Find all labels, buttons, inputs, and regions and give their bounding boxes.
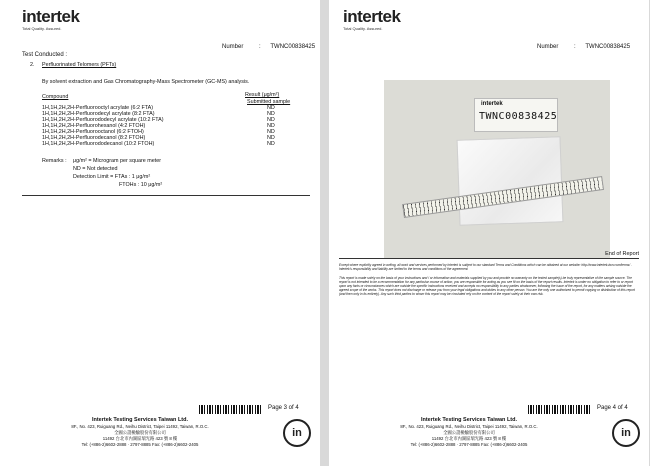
row-compound: 1H,1H,2H,2H-Perfluorododecanol (10:2 FTOH) <box>42 141 155 147</box>
terms-notice: Except where explicitly agreed in writing, all work and services performed by Intertek is subject to our standard Terms and Conditions which can be obtained at our website: http://www.intertek-twn.com/terms/ . Intertek's responsibility and liability are limited to the terms and conditions of the agreement. <box>339 263 632 271</box>
row-result: ND <box>267 111 275 117</box>
logo-wordmark: intertek <box>343 7 401 26</box>
report-page-4 <box>329 0 649 466</box>
number-colon: : <box>574 44 576 50</box>
number-colon: : <box>259 44 261 50</box>
row-result: ND <box>267 141 275 147</box>
in-badge-icon: in <box>283 419 311 447</box>
number-label: Number <box>537 44 559 50</box>
section-number: 2. <box>30 62 35 68</box>
footer-company: Intertek Testing Services Taiwan Ltd. <box>420 417 518 423</box>
section-title: Perfluorinated Telomers (PFTs) <box>42 62 117 68</box>
sample-fabric <box>457 136 564 226</box>
remarks-label: Remarks : <box>42 158 67 164</box>
barcode <box>528 405 590 414</box>
row-result: ND <box>267 129 275 135</box>
page-number: Page 4 of 4 <box>597 405 628 411</box>
number-value: TWNC00838425 <box>585 44 631 50</box>
col-compound-header: Compound <box>42 94 69 100</box>
row-compound: 1H,1H,2H,2H-Perfluorodecyl acrylate (8:2 FTA) <box>42 111 155 117</box>
remark-detection-fta: Detection Limit = FTAs : 1 μg/m² <box>73 174 151 180</box>
row-compound: 1H,1H,2H,2H-Perfluorododecyl acrylate (10:2 FTA) <box>42 117 164 123</box>
footer-address: 8F., No. 423, Ruiguang Rd., Neihu District, Taipei 11492, Taiwan, R.O.C. <box>400 424 538 429</box>
footer-company: Intertek Testing Services Taiwan Ltd. <box>91 417 189 423</box>
footer-company-zh: 全國公證檢驗股份有限公司 <box>114 430 166 435</box>
row-compound: 1H,1H,2H,2H-Perfluorooctyl acrylate (6:2 FTA) <box>42 105 154 111</box>
logo-tagline: Total Quality. Assured. <box>343 26 383 31</box>
barcode <box>199 405 261 414</box>
report-page-3 <box>0 0 320 466</box>
col-result-subheader: Submitted sample <box>247 99 291 105</box>
row-result: ND <box>267 105 275 111</box>
section-divider <box>22 195 310 196</box>
report-number <box>537 44 630 50</box>
remark-detection-ftoh: FTOHs : 10 μg/m² <box>119 182 163 188</box>
logo-tagline: Total Quality. Assured. <box>22 26 62 31</box>
report-number <box>222 44 315 50</box>
row-result: ND <box>267 135 275 141</box>
row-result: ND <box>267 123 275 129</box>
sample-photo <box>384 80 610 258</box>
footer-phone: Tel: (+886-2)6602-2888 · 2797-8885 Fax: (+886-2)6602-2405 <box>410 442 528 447</box>
footer-company-zh: 全國公證檢驗股份有限公司 <box>443 430 495 435</box>
col-result-header: Result (μg/m²) <box>245 92 280 98</box>
placard-code: TWNC00838425 <box>479 111 558 122</box>
footer-address-zh: 11492 台北市內湖區瑞光路 423 號 8 樓 <box>431 436 507 441</box>
placard-brand: intertek <box>481 101 503 107</box>
footer-address-zh: 11492 台北市內湖區瑞光路 423 號 8 樓 <box>102 436 178 441</box>
intertek-logo <box>22 8 79 31</box>
sample-placard <box>474 98 558 132</box>
remark-unit: μg/m² = Microgram per square meter <box>73 158 162 164</box>
page-number: Page 3 of 4 <box>268 405 299 411</box>
intertek-logo <box>343 8 400 31</box>
disclaimer-text: This report is made solely on the basis of your instructions and / or information and materials supplied by you and provide no warranty on the tested sample(s) be truly representative of the sample source. The report is not intended to be a recommendation for any particular course of action, you are responsible for acting as you see fit on the basis of the report results. Intertek is under no obligation to refer to or report upon any facts or circumstances which are outside the specific instructions received and accepts no responsibility to any parties whatsoever, following the issue of the report, for any matters arising outside the agreed scope of the works. This report does not discharge or release you from your legal obligations and duties to any other person. You are the only one authorized to permit copying or distribution of this report (and then only in its entirety). Any such third parties to whom this report may be circulated rely on the content of the report solely at their own risk. <box>339 276 635 296</box>
footer-phone: Tel: (+886-2)6602-2888 · 2797-8885 Fax: (+886-2)6602-2405 <box>81 442 199 447</box>
row-result: ND <box>267 117 275 123</box>
row-compound: 1H,1H,2H,2H-Perfluorooctanol (6:2 FTOH) <box>42 129 144 135</box>
logo-wordmark: intertek <box>22 7 80 26</box>
number-label: Number <box>222 44 244 50</box>
end-of-report: End of Report <box>605 251 639 257</box>
method-text: By solvent extraction and Gas Chromatography-Mass Spectrometer (GC-MS) analysis. <box>42 79 250 85</box>
in-badge-icon: in <box>612 419 640 447</box>
row-compound: 1H,1H,2H,2H-Perfluorodecanol (8:2 FTOH) <box>42 135 146 141</box>
section-divider <box>339 258 639 259</box>
row-compound: 1H,1H,2H,2H-Perfluorohexanol (4:2 FTOH) <box>42 123 146 129</box>
remark-nd: ND = Not detected <box>73 166 118 172</box>
number-value: TWNC00838425 <box>270 44 316 50</box>
test-conducted-heading: Test Conducted : <box>22 52 68 58</box>
footer-address: 8F., No. 423, Ruiguang Rd., Neihu District, Taipei 11492, Taiwan, R.O.C. <box>71 424 209 429</box>
